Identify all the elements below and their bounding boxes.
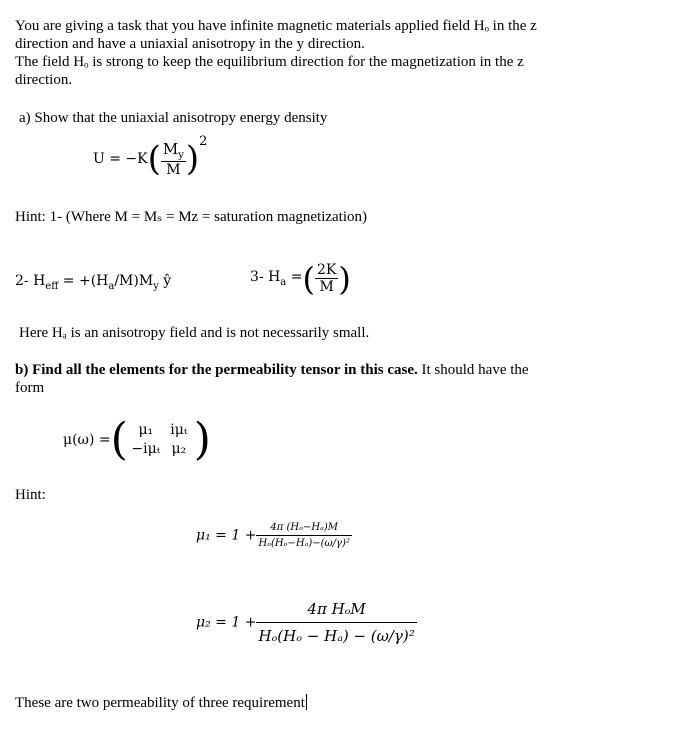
hint-2-sub-a: a [108, 280, 115, 292]
hint-2-sub-eff: eff [45, 280, 59, 292]
mu1-lhs: μ₁ = 1 + [196, 527, 257, 544]
hint-3-fraction [315, 262, 338, 295]
hint-3-left-paren: ( [302, 259, 315, 298]
hint-2-mid: = +(H [58, 273, 109, 289]
intro-line-3: The field Hₒ is strong to keep the equilibrium direction for the magnetization in the z [15, 54, 524, 70]
hint-3-right-paren: ) [338, 259, 351, 298]
mu1-equation [196, 522, 352, 549]
mu1-den: Hₒ(Hₒ−Hₐ)−(ω/γ)² [256, 535, 352, 549]
energy-lhs: U = −K [93, 151, 148, 167]
part-b-line-1 [15, 362, 529, 379]
tensor-left-paren: ( [110, 414, 128, 465]
hint-3-equation [250, 259, 351, 298]
hint-2-prefix: 2- H [15, 273, 46, 289]
energy-equation [93, 134, 207, 178]
hint-3-den: M [315, 278, 338, 295]
permeability-tensor [63, 414, 211, 465]
hint-3-sub-a: a [280, 276, 287, 288]
hint-label: Hint: [15, 487, 46, 503]
hint-3-prefix: 3- H [250, 269, 281, 286]
part-a-text: a) Show that the uniaxial anisotropy energy density [19, 110, 328, 126]
intro-line-4: direction. [15, 72, 73, 88]
mu1-num: 4π (Hₒ−Hₐ)M [270, 522, 338, 533]
text-cursor [306, 694, 307, 710]
energy-num-sub: y [178, 150, 184, 161]
tensor-a12: iμₜ [170, 422, 188, 438]
energy-exponent: 2 [199, 134, 208, 149]
hint-2-equation [15, 273, 171, 292]
energy-fraction [161, 140, 186, 178]
energy-num: M [162, 140, 179, 158]
tensor-a22: μ₂ [171, 441, 187, 457]
tensor-a11: μ₁ [138, 422, 154, 438]
hint-2-rest: /M)M [114, 273, 154, 289]
part-b-line-2: form [15, 380, 45, 396]
mu2-lhs: μ₂ = 1 + [196, 614, 257, 631]
tensor-right-paren: ) [193, 414, 211, 465]
right-paren: ) [185, 139, 200, 179]
mu1-fraction [256, 522, 352, 549]
hint-3-num: 2K [316, 262, 337, 278]
energy-den: M [161, 161, 186, 178]
closing-text: These are two permeability of three requirement [15, 695, 305, 711]
anisotropy-note: Here Hₐ is an anisotropy field and is not necessarily small. [19, 325, 370, 341]
hint-1: Hint: 1- (Where M = Mₛ = Mᴢ = saturation magnetization) [15, 209, 368, 225]
mu2-num: 4π HₒM [307, 600, 366, 618]
tensor-matrix [128, 421, 194, 459]
tensor-lhs: μ(ω) = [63, 432, 111, 448]
intro-line-2: direction and have a uniaxial anisotropy in the y direction. [15, 36, 365, 52]
intro-line-1: You are giving a task that you have infinite magnetic materials applied field Hₒ in the z [15, 18, 537, 34]
left-paren: ( [147, 139, 161, 179]
tensor-a21: −iμₜ [131, 441, 161, 457]
closing-line[interactable] [15, 694, 307, 712]
part-b-bold: b) Find all the elements for the permeability tensor in this case. [15, 362, 418, 378]
mu2-den: Hₒ(Hₒ − Hₐ) − (ω/γ)² [256, 622, 416, 645]
hint-3-eq: = [286, 269, 303, 286]
hint-2-unit: ŷ [158, 273, 172, 289]
mu2-fraction [256, 600, 416, 645]
hint-2-sub-y: y [153, 280, 159, 292]
part-b-normal: It should have the [417, 362, 529, 378]
mu2-equation [196, 600, 417, 645]
